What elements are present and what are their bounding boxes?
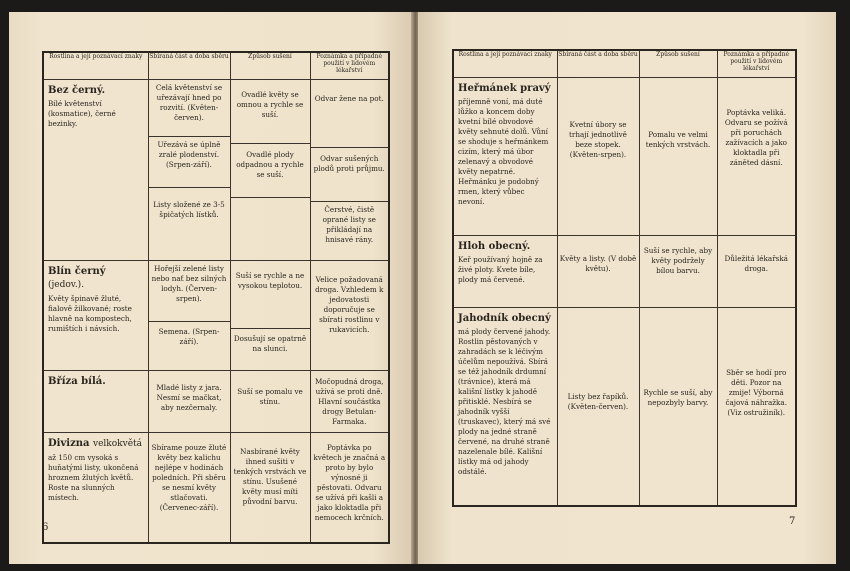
part-text: Listy složené ze 3-5 špičatých lístků. [149,187,230,255]
plant-cell [43,80,148,261]
plant-description: Keř používaný hojně za živé ploty. Kvete bíle, plody má červené. [458,255,543,284]
plant-cell [43,261,148,371]
page-number-right: 7 [789,516,796,527]
table-row [43,80,389,261]
drying-text: Dosušují se opatrně na slunci. [231,328,310,370]
notes-text: Velice požadovaná droga. Vzhledem k jedovatosti doporučuje se sbírati rostlinu v rukavicích. [315,275,384,334]
part-cell: Sbírame pouze žluté květy bez kalichu nejlépe v hodinách poledních. Při sběru se nesmí květy stlačovati. (Červenec-září). [148,433,230,543]
notes-text: Odvar žene na pot. [314,94,384,103]
part-cell: Listy bez řapíků. (Květen-červen). [557,308,639,506]
part-text: Semena. (Srpen-září). [149,321,230,363]
header-plant: Rostlina a její poznávací znaky [453,50,557,78]
part-cell [148,261,230,371]
plant-description: až 150 cm vysoká s huňatými listy, ukončená hroznem žlutých květů. Roste na slunných místech. [48,453,139,502]
plant-description: Květy špinavě žluté, fialově žilkované; roste hlavně na kompostech, rumištích i návsích. [48,294,132,333]
plant-name: Bez černý. [48,85,106,96]
part-cell [148,80,230,261]
header-notes: Poznámka a případné použití v lidovém lékařství [310,52,389,80]
part-text: Hořejší zelené listy nebo nať bez silných lodyh. (Červen-srpen). [151,264,227,303]
drying-cell: Nasbírané květy ihned sušiti v tenkých vrstvách ve stínu. Usušené květy musí míti původní barvu. [230,433,310,543]
page-number-left: 6 [42,522,49,533]
table-row [43,371,389,433]
plant-cell [43,371,148,433]
header-part: Sbíraná část a doba sběru [557,50,639,78]
plant-name: Jahodník obecný [458,313,551,324]
table-row [43,261,389,371]
notes-cell: Poptávka veliká. Odvaru se požívá při poruchách zažívacích a jako kloktadla při záněted dásní. [717,78,796,236]
right-herb-table [452,49,797,507]
notes-cell: Důležitá lékařská droga. [717,236,796,308]
plant-cell [453,78,557,236]
notes-text: Čerstvé, čistě oprané listy se přikládají na hnisavé rány. [311,201,389,260]
notes-cell: Močopudná droga, užívá se proti dně. Hlavní součástka drogy Betulan-Farmaka. [310,371,389,433]
header-drying: Způsob sušení [230,52,310,80]
notes-cell: Poptávka po květech je značná a proto by bylo výnosné ji pěstovati. Odvaru se užívá při kašli a jako kloktadla při nemocech krčních. [310,433,389,543]
plant-description: Bílé květenství (kosmatice), černé bezinky. [48,99,116,128]
plant-description: má plody červené jahody. Rostlin pěstovaných v zahradách se k léčivým účelům nepoužívá. Sbírá se též jahodník drdumní (trávnice), která má kališní lístky k jahodě přitisklé. Nesbírá se jahodník vyšší (truskavec), který má své plody na jedné straně červené, na druhé straně nazelenale bílé. Kališní lístky má od jahody odstálé. [458,327,551,476]
drying-text: Ovadlé květy se omnou a rychle se suší. [236,90,304,119]
part-cell: Mladé listy z jara. Nesmí se mačkat, aby nezčernaly. [148,371,230,433]
drying-cell [230,261,310,371]
header-plant: Rostlina a její poznávací znaky [43,52,148,80]
left-herb-table [42,51,390,544]
drying-text: Suší se rychle a ne vysokou teplotou. [235,271,305,290]
notes-text: Odvar sušených plodů proti průjmu. [311,147,389,201]
drying-text: Ovadlé plody odpadnou a rychle se suší. [231,143,310,197]
plant-name: Hloh obecný. [458,241,531,252]
header-part: Sbíraná část a doba sběru [148,52,230,80]
plant-cell [453,236,557,308]
notes-cell: Sběr se hodí pro děti. Pozor na zmije! Výborná čajová náhražka. (Viz ostružiník). [717,308,796,506]
part-cell: Květy a listy. (V době květu). [557,236,639,308]
part-text: Celá květenství se uřezávají hned po rozvití. (Květen-červen). [155,83,223,122]
table-row [453,78,796,236]
drying-cell: Rychle se suší, aby nepozbyly barvy. [639,308,717,506]
notes-cell [310,80,389,261]
table-header-row [453,50,796,78]
plant-name: Bříza bílá. [48,376,106,387]
plant-cell [453,308,557,506]
drying-cell [230,80,310,261]
notes-cell [310,261,389,371]
header-notes: Poznámka a případné použití v lidovém lékařství [717,50,796,78]
drying-cell: Suší se pomalu ve stínu. [230,371,310,433]
table-row [453,236,796,308]
table-row [43,433,389,543]
plant-name: Blín černý (jedov.). [48,266,106,290]
drying-text [231,197,310,256]
header-drying: Způsob sušení [639,50,717,78]
plant-cell [43,433,148,543]
plant-description: příjemně voní, má duté lůžko a koncem doby kvetní bílé obvodové květy sehnuté dolů. Vůní se shoduje s heřmánkem cizím, který má úbor zelenavý a obvodové květy nepatrné. Heřmánku je podobný rmen, který vůbec nevoní. [458,97,549,206]
part-text: Uřezává se úplně zralé plodenství. (Srpen-září). [149,136,230,187]
part-cell: Kvetní úbory se trhají jednotlivě beze stopek. (Květen-srpen). [557,78,639,236]
table-header-row [43,52,389,80]
plant-name: Heřmánek pravý [458,83,551,94]
plant-name: Divizna velkokvětá [48,438,143,449]
drying-cell: Pomalu ve velmi tenkých vrstvách. [639,78,717,236]
drying-cell: Suší se rychle, aby květy podržely bílou barvu. [639,236,717,308]
table-row [453,308,796,506]
